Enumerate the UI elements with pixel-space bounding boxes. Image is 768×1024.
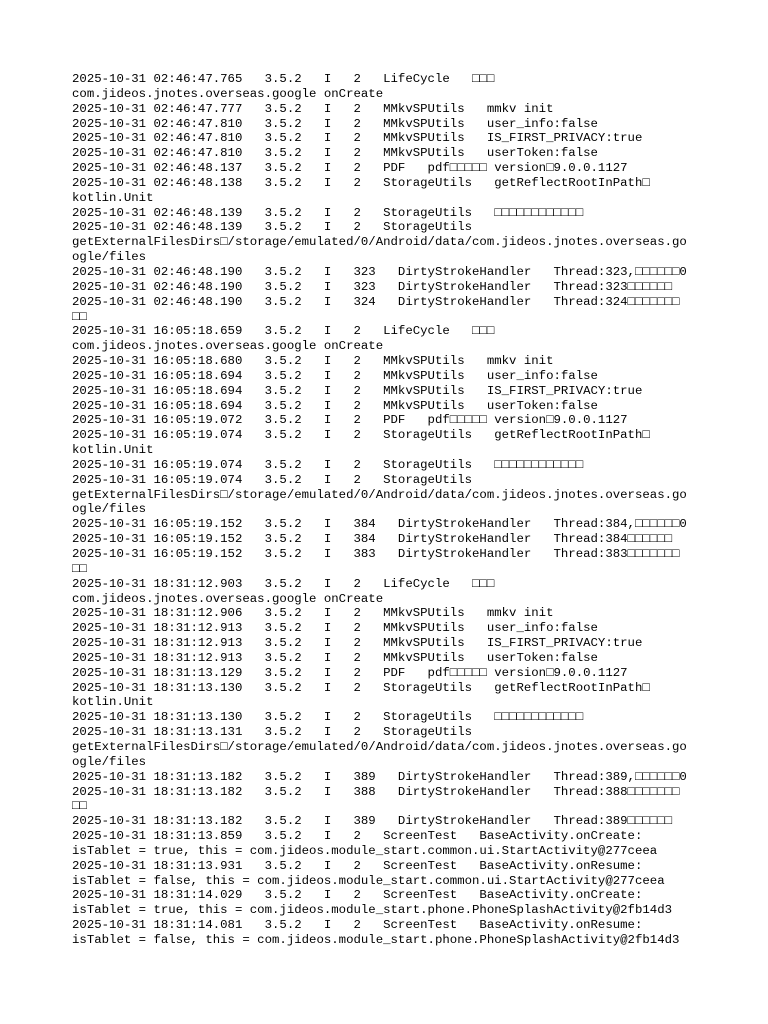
log-line: □□ — [72, 799, 87, 814]
log-line: 2025-10-31 18:31:13.130 3.5.2 I 2 StorageUtils getReflectRootInPath□ — [72, 680, 650, 695]
log-line: 2025-10-31 18:31:13.182 3.5.2 I 388 DirtyStrokeHandler Thread:388□□□□□□□ — [72, 784, 680, 799]
log-line: 2025-10-31 18:31:14.029 3.5.2 I 2 ScreenTest BaseActivity.onCreate: — [72, 888, 643, 903]
log-line: 2025-10-31 16:05:19.152 3.5.2 I 384 DirtyStrokeHandler Thread:384□□□□□□ — [72, 532, 673, 547]
log-line: 2025-10-31 16:05:18.694 3.5.2 I 2 MMkvSPUtils IS_FIRST_PRIVACY:true — [72, 383, 643, 398]
log-line: 2025-10-31 18:31:13.131 3.5.2 I 2 StorageUtils — [72, 725, 473, 740]
log-line: 2025-10-31 18:31:14.081 3.5.2 I 2 ScreenTest BaseActivity.onResume: — [72, 918, 643, 933]
log-line: 2025-10-31 16:05:19.074 3.5.2 I 2 StorageUtils getReflectRootInPath□ — [72, 428, 650, 443]
log-line: 2025-10-31 18:31:13.129 3.5.2 I 2 PDF pdf□□□□□ version□9.0.0.1127 — [72, 665, 628, 680]
log-line: kotlin.Unit — [72, 190, 154, 205]
log-line: isTablet = false, this = com.jideos.module_start.phone.PhoneSplashActivity@2fb14d3 — [72, 932, 680, 947]
log-line: ogle/files — [72, 502, 147, 517]
log-line: 2025-10-31 02:46:47.810 3.5.2 I 2 MMkvSPUtils userToken:false — [72, 146, 598, 161]
log-line: 2025-10-31 02:46:47.810 3.5.2 I 2 MMkvSPUtils user_info:false — [72, 116, 598, 131]
log-line: ogle/files — [72, 754, 147, 769]
log-line: 2025-10-31 02:46:48.190 3.5.2 I 324 DirtyStrokeHandler Thread:324□□□□□□□ — [72, 294, 680, 309]
log-line: 2025-10-31 18:31:13.130 3.5.2 I 2 StorageUtils □□□□□□□□□□□□ — [72, 710, 584, 725]
log-line: 2025-10-31 18:31:12.913 3.5.2 I 2 MMkvSPUtils IS_FIRST_PRIVACY:true — [72, 636, 643, 651]
log-text — [72, 72, 702, 948]
log-line: getExternalFilesDirs□/storage/emulated/0/Android/data/com.jideos.jnotes.overseas.go — [72, 235, 687, 250]
log-line: □□ — [72, 309, 87, 324]
log-line: 2025-10-31 02:46:48.139 3.5.2 I 2 StorageUtils — [72, 220, 473, 235]
log-line: com.jideos.jnotes.overseas.google onCreate — [72, 339, 384, 354]
log-line: 2025-10-31 02:46:48.138 3.5.2 I 2 StorageUtils getReflectRootInPath□ — [72, 175, 650, 190]
log-line: 2025-10-31 16:05:19.074 3.5.2 I 2 StorageUtils □□□□□□□□□□□□ — [72, 457, 584, 472]
log-line: 2025-10-31 18:31:13.182 3.5.2 I 389 DirtyStrokeHandler Thread:389,□□□□□□0 — [72, 769, 687, 784]
log-line: □□ — [72, 561, 87, 576]
log-line: isTablet = true, this = com.jideos.module_start.phone.PhoneSplashActivity@2fb14d3 — [72, 903, 673, 918]
log-line: getExternalFilesDirs□/storage/emulated/0/Android/data/com.jideos.jnotes.overseas.go — [72, 487, 687, 502]
log-line: com.jideos.jnotes.overseas.google onCreate — [72, 591, 384, 606]
log-line: 2025-10-31 02:46:47.777 3.5.2 I 2 MMkvSPUtils mmkv init — [72, 101, 554, 116]
log-line: 2025-10-31 18:31:13.931 3.5.2 I 2 ScreenTest BaseActivity.onResume: — [72, 858, 643, 873]
log-line: 2025-10-31 16:05:19.152 3.5.2 I 384 DirtyStrokeHandler Thread:384,□□□□□□0 — [72, 517, 687, 532]
log-line: 2025-10-31 18:31:12.903 3.5.2 I 2 LifeCycle □□□ — [72, 576, 495, 591]
log-line: kotlin.Unit — [72, 443, 154, 458]
log-line: 2025-10-31 16:05:18.694 3.5.2 I 2 MMkvSPUtils userToken:false — [72, 398, 598, 413]
log-line: 2025-10-31 02:46:47.765 3.5.2 I 2 LifeCycle □□□ — [72, 72, 495, 86]
log-document — [72, 72, 702, 948]
log-line: 2025-10-31 16:05:19.152 3.5.2 I 383 DirtyStrokeHandler Thread:383□□□□□□□ — [72, 547, 680, 561]
log-line: 2025-10-31 16:05:18.659 3.5.2 I 2 LifeCycle □□□ — [72, 324, 495, 339]
log-line: isTablet = false, this = com.jideos.module_start.common.ui.StartActivity@277ceea — [72, 873, 665, 888]
log-line: ogle/files — [72, 250, 147, 265]
log-line: 2025-10-31 18:31:12.913 3.5.2 I 2 MMkvSPUtils userToken:false — [72, 650, 598, 665]
log-line: 2025-10-31 18:31:13.182 3.5.2 I 389 DirtyStrokeHandler Thread:389□□□□□□ — [72, 814, 673, 829]
log-line: 2025-10-31 16:05:19.074 3.5.2 I 2 StorageUtils — [72, 472, 473, 487]
log-line: 2025-10-31 16:05:19.072 3.5.2 I 2 PDF pdf□□□□□ version□9.0.0.1127 — [72, 413, 628, 428]
log-line: 2025-10-31 18:31:12.906 3.5.2 I 2 MMkvSPUtils mmkv init — [72, 606, 554, 621]
log-line: 2025-10-31 18:31:12.913 3.5.2 I 2 MMkvSPUtils user_info:false — [72, 621, 598, 636]
log-line: 2025-10-31 16:05:18.694 3.5.2 I 2 MMkvSPUtils user_info:false — [72, 368, 598, 383]
log-line: 2025-10-31 02:46:48.190 3.5.2 I 323 DirtyStrokeHandler Thread:323□□□□□□ — [72, 279, 673, 294]
log-line: 2025-10-31 16:05:18.680 3.5.2 I 2 MMkvSPUtils mmkv init — [72, 354, 554, 369]
log-line: 2025-10-31 02:46:48.190 3.5.2 I 323 DirtyStrokeHandler Thread:323,□□□□□□0 — [72, 264, 687, 279]
log-line: 2025-10-31 02:46:48.137 3.5.2 I 2 PDF pdf□□□□□ version□9.0.0.1127 — [72, 161, 628, 176]
log-line: getExternalFilesDirs□/storage/emulated/0/Android/data/com.jideos.jnotes.overseas.go — [72, 739, 687, 754]
log-line: com.jideos.jnotes.overseas.google onCreate — [72, 86, 384, 101]
log-line: 2025-10-31 02:46:47.810 3.5.2 I 2 MMkvSPUtils IS_FIRST_PRIVACY:true — [72, 131, 643, 146]
log-line: 2025-10-31 02:46:48.139 3.5.2 I 2 StorageUtils □□□□□□□□□□□□ — [72, 205, 584, 220]
log-line: isTablet = true, this = com.jideos.module_start.common.ui.StartActivity@277ceea — [72, 843, 658, 858]
log-line: kotlin.Unit — [72, 695, 154, 710]
log-line: 2025-10-31 18:31:13.859 3.5.2 I 2 ScreenTest BaseActivity.onCreate: — [72, 829, 643, 844]
